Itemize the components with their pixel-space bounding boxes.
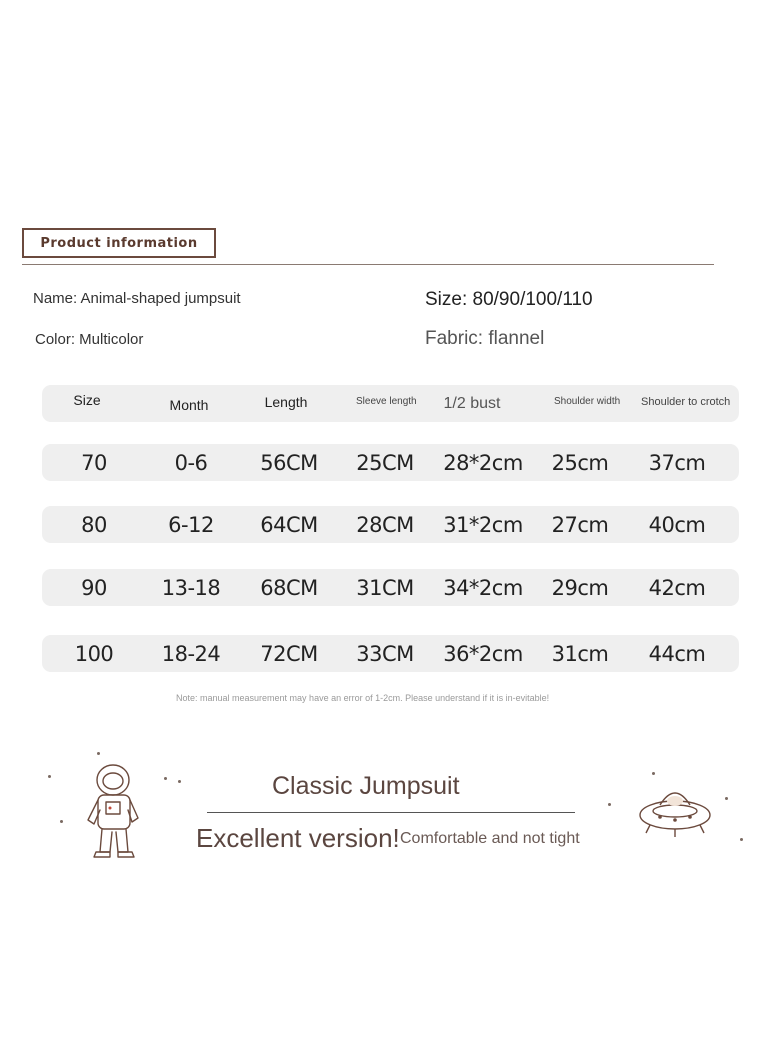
cell-sleeve: 33CM	[356, 641, 414, 666]
cell-shoulder-width: 31cm	[551, 641, 609, 666]
ufo-illustration	[632, 775, 722, 855]
cell-bust: 34*2cm	[443, 575, 523, 600]
header-shoulder-width	[554, 383, 621, 420]
footer-title: Classic Jumpsuit	[272, 772, 460, 800]
cell-shoulder-crotch: 40cm	[648, 512, 706, 537]
table-row	[42, 506, 739, 543]
cell-shoulder-width: 29cm	[551, 575, 609, 600]
cell-month: 13-18	[161, 575, 221, 600]
header-half-bust: 1/2 bust	[443, 394, 501, 412]
header-shoulder-width-label: Shoulder width	[554, 395, 621, 407]
footer-slogan-sub: Comfortable and not tight	[400, 830, 580, 847]
table-row	[42, 569, 739, 606]
header-length: Length	[264, 393, 308, 410]
cell-shoulder-crotch: 44cm	[648, 641, 706, 666]
cell-bust: 36*2cm	[443, 641, 523, 666]
table-row	[42, 444, 739, 481]
cell-sleeve: 31CM	[356, 575, 414, 600]
cell-length: 64CM	[260, 512, 318, 537]
cell-size: 90	[81, 575, 107, 600]
product-fabric: Fabric: flannel	[425, 328, 545, 349]
table-row	[42, 635, 739, 672]
footer-divider	[207, 812, 575, 813]
header-shoulder-to-crotch	[641, 383, 731, 420]
header-sleeve-length-label: Sleeve length	[356, 395, 417, 407]
footer-slogan: Excellent version!	[196, 823, 400, 853]
header-shoulder-to-crotch-label: Shoulder to crotch	[641, 395, 731, 408]
cell-shoulder-crotch: 42cm	[648, 575, 706, 600]
product-size: Size: 80/90/100/110	[425, 289, 593, 310]
cell-shoulder-width: 25cm	[551, 450, 609, 475]
header-sleeve-length	[356, 383, 417, 420]
table-header-row	[42, 385, 739, 422]
cell-sleeve: 28CM	[356, 512, 414, 537]
astronaut-illustration	[70, 760, 160, 865]
cell-bust: 31*2cm	[443, 512, 523, 537]
cell-month: 18-24	[161, 641, 221, 666]
cell-shoulder-crotch: 37cm	[648, 450, 706, 475]
cell-size: 100	[74, 641, 114, 666]
cell-bust: 28*2cm	[443, 450, 523, 475]
product-color: Color: Multicolor	[35, 331, 144, 348]
product-name: Name: Animal-shaped jumpsuit	[33, 290, 241, 307]
cell-length: 72CM	[260, 641, 318, 666]
header-month: Month	[169, 396, 209, 413]
cell-length: 68CM	[260, 575, 318, 600]
cell-size: 70	[81, 450, 107, 475]
cell-length: 56CM	[260, 450, 318, 475]
cell-month: 6-12	[168, 512, 214, 537]
header-divider	[22, 264, 714, 265]
cell-sleeve: 25CM	[356, 450, 414, 475]
measurement-note: Note: manual measurement may have an error of 1-2cm. Please understand if it is in-evitable!	[176, 693, 550, 703]
cell-size: 80	[81, 512, 107, 537]
cell-month: 0-6	[174, 450, 208, 475]
section-title: Product information	[22, 228, 216, 258]
cell-shoulder-width: 27cm	[551, 512, 609, 537]
header-size: Size	[73, 391, 101, 408]
